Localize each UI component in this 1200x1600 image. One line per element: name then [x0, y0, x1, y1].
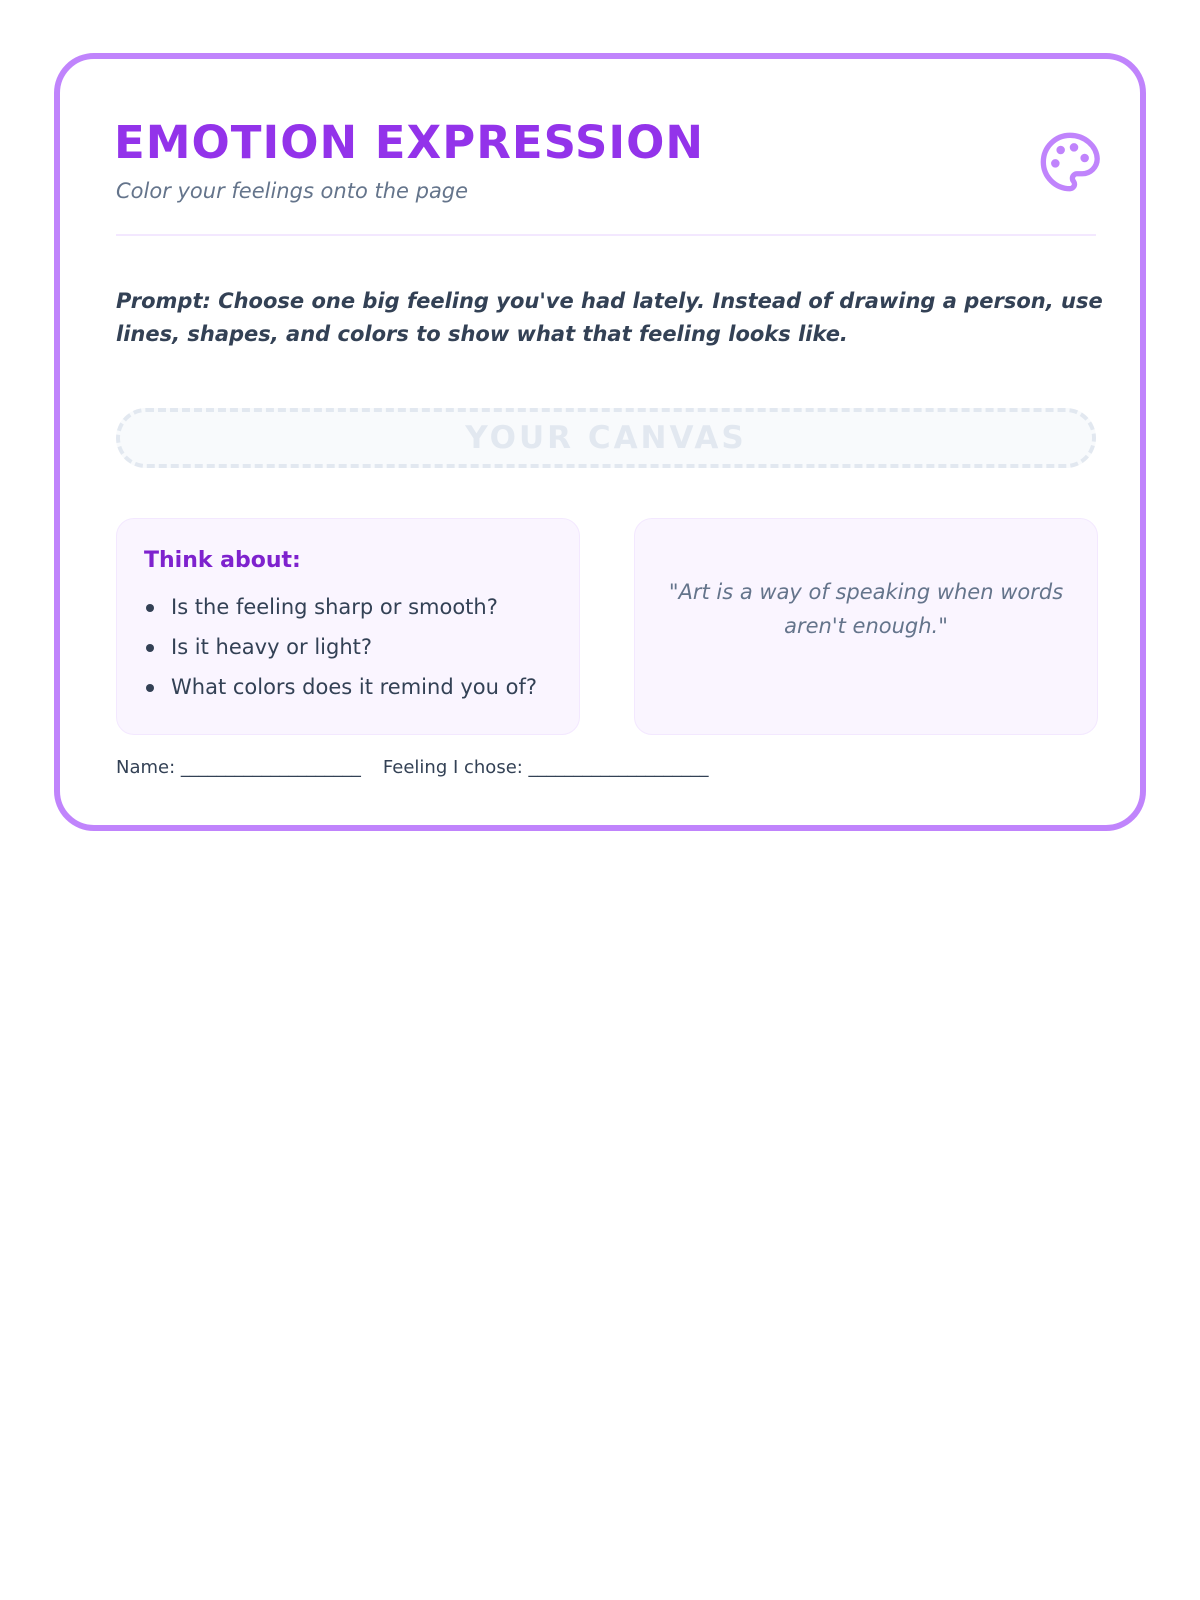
- page-title: EMOTION EXPRESSION: [114, 116, 705, 169]
- think-about-list: [143, 591, 537, 711]
- list-item: What colors does it remind you of?: [143, 671, 537, 711]
- footer-fields: [116, 756, 709, 780]
- drawing-canvas[interactable]: [116, 408, 1096, 468]
- quote-text: "Art is a way of speaking when words aren't enough.": [668, 579, 1064, 638]
- palette-icon: [1038, 130, 1102, 194]
- page-subtitle: Color your feelings onto the page: [116, 179, 469, 203]
- list-item: Is it heavy or light?: [143, 631, 537, 671]
- think-about-heading: Think about:: [144, 548, 301, 573]
- header-divider: [116, 234, 1096, 236]
- feeling-field[interactable]: Feeling I chose: ____________________: [382, 757, 709, 778]
- list-item: Is the feeling sharp or smooth?: [143, 591, 537, 631]
- think-about-box: [116, 518, 580, 735]
- prompt-text: Prompt: Choose one big feeling you've had lately. Instead of drawing a person, use lines, shapes, and colors to show what that feeling looks like.: [116, 289, 1103, 346]
- name-field[interactable]: Name: ____________________: [116, 757, 361, 778]
- quote-box: [634, 518, 1098, 735]
- canvas-label: YOUR CANVAS: [465, 420, 747, 456]
- worksheet-card: [54, 53, 1146, 831]
